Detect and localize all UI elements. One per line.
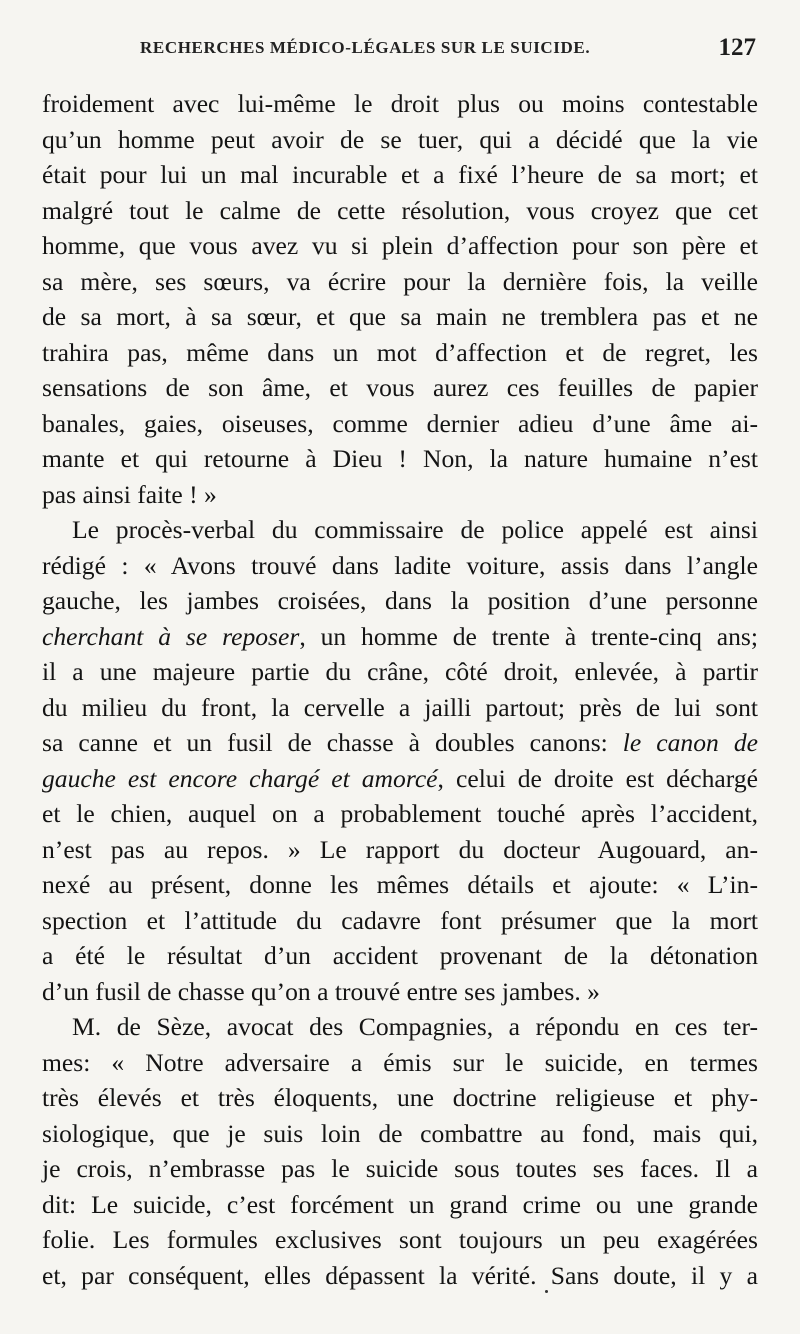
- text-segment: folie. Les formules exclusives sont toujours un peu exagérées: [42, 1225, 758, 1254]
- text-line: [42, 1222, 758, 1258]
- text-segment: spection et l’attitude du cadavre font présumer que la mort: [42, 905, 758, 935]
- text-segment: sa mère, ses sœurs, va écrire pour la dernière fois, la veille: [42, 266, 758, 296]
- text-line: [42, 867, 758, 903]
- text-line: [42, 512, 758, 548]
- text-line: [42, 583, 758, 619]
- text-segment: , un homme de trente à trente-cinq ans;: [299, 621, 758, 651]
- text-line: [42, 1009, 758, 1045]
- text-segment: sensations de son âme, et vous aurez ces feuilles de papier: [42, 373, 758, 402]
- text-segment: et, par conséquent, elles dépassent la vérité. Sans doute, il y a: [42, 1260, 758, 1290]
- italic-text-segment: gauche est encore chargé et amorcé: [42, 763, 438, 793]
- italic-text-segment: cherchant à se reposer: [42, 621, 300, 651]
- text-segment: homme, que vous avez vu si plein d’affection pour son père et: [42, 231, 758, 260]
- text-segment: pas ainsi faite ! »: [42, 479, 217, 509]
- text-line: [42, 690, 758, 726]
- text-segment: a été le résultat d’un accident provenant de la détonation: [42, 941, 758, 970]
- text-segment: du milieu du front, la cervelle a jailli partout; près de lui sont: [42, 692, 758, 722]
- text-line: [42, 725, 758, 761]
- text-line: [42, 264, 758, 300]
- text-segment: , celui de droite est déchargé: [437, 763, 758, 793]
- text-segment: dit: Le suicide, c’est forcément un grand crime ou une grande: [42, 1189, 758, 1219]
- text-line: [42, 1187, 758, 1223]
- text-line: [42, 1116, 758, 1152]
- running-head-title: RECHERCHES MÉDICO-LÉGALES SUR LE SUICIDE.: [140, 38, 591, 57]
- text-line: [42, 796, 758, 832]
- text-segment: nexé au présent, donne les mêmes détails et ajoute: « L’in-: [42, 870, 758, 899]
- text-line: [42, 86, 758, 122]
- text-segment: malgré tout le calme de cette résolution, vous croyez que cet: [42, 195, 758, 225]
- text-line: [42, 832, 758, 868]
- text-segment: trahira pas, même dans un mot d’affection et de regret, les: [42, 337, 758, 367]
- text-line: [42, 1080, 758, 1116]
- text-segment: il a une majeure partie du crâne, côté droit, enlevée, à partir: [42, 657, 758, 686]
- text-line: [42, 1151, 758, 1187]
- text-line: [42, 299, 758, 335]
- text-segment: sa canne et un fusil de chasse à doubles canons:: [42, 728, 623, 757]
- text-line: [42, 122, 758, 158]
- text-line: [42, 1045, 758, 1081]
- page-header: [40, 34, 762, 66]
- text-segment: mes: « Notre adversaire a émis sur le suicide, en termes: [42, 1047, 758, 1077]
- text-segment: qu’un homme peut avoir de se tuer, qui a décidé que la vie: [42, 124, 758, 154]
- text-segment: siologique, que je suis loin de combattre au fond, mais qui,: [42, 1118, 758, 1148]
- text-line: [42, 228, 758, 264]
- text-segment: froidement avec lui-même le droit plus ou moins contestable: [42, 89, 758, 118]
- text-line: [42, 974, 758, 1010]
- text-line: [42, 477, 758, 513]
- text-segment: était pour lui un mal incurable et a fixé l’heure de sa mort; et: [42, 160, 758, 189]
- text-line: [42, 761, 758, 797]
- text-line: [42, 654, 758, 690]
- italic-text-segment: le canon de: [622, 728, 758, 757]
- text-segment: M. de Sèze, avocat des Compagnies, a répondu en ces ter-: [72, 1012, 758, 1041]
- text-line: [42, 370, 758, 406]
- text-line: [42, 619, 758, 655]
- text-segment: très élevés et très éloquents, une doctrine religieuse et phy-: [42, 1083, 758, 1112]
- text-line: [42, 548, 758, 584]
- text-segment: rédigé : « Avons trouvé dans ladite voiture, assis dans l’angle: [42, 550, 758, 580]
- body-text: [42, 86, 758, 1293]
- text-segment: gauche, les jambes croisées, dans la position d’une personne: [42, 586, 758, 615]
- text-line: [42, 938, 758, 974]
- text-segment: je crois, n’embrasse pas le suicide sous toutes ses faces. Il a: [42, 1154, 758, 1183]
- text-line: [42, 903, 758, 939]
- text-line: [42, 193, 758, 229]
- text-segment: banales, gaies, oiseuses, comme dernier adieu d’une âme ai-: [42, 408, 758, 438]
- text-line: [42, 406, 758, 442]
- text-segment: de sa mort, à sa sœur, et que sa main ne tremblera pas et ne: [42, 302, 758, 331]
- text-line: [42, 335, 758, 371]
- text-segment: et le chien, auquel on a probablement touché après l’accident,: [42, 799, 758, 828]
- text-segment: n’est pas au repos. » Le rapport du docteur Augouard, an-: [42, 834, 758, 864]
- text-segment: mante et qui retourne à Dieu ! Non, la nature humaine n’est: [42, 444, 758, 473]
- text-line: [42, 441, 758, 477]
- printer-mark: [545, 1290, 548, 1293]
- text-segment: Le procès-verbal du commissaire de police appelé est ainsi: [72, 515, 758, 544]
- text-line: [42, 157, 758, 193]
- text-line: [42, 1258, 758, 1294]
- page-number: 127: [718, 34, 756, 61]
- text-segment: d’un fusil de chasse qu’on a trouvé entre ses jambes. »: [42, 976, 600, 1006]
